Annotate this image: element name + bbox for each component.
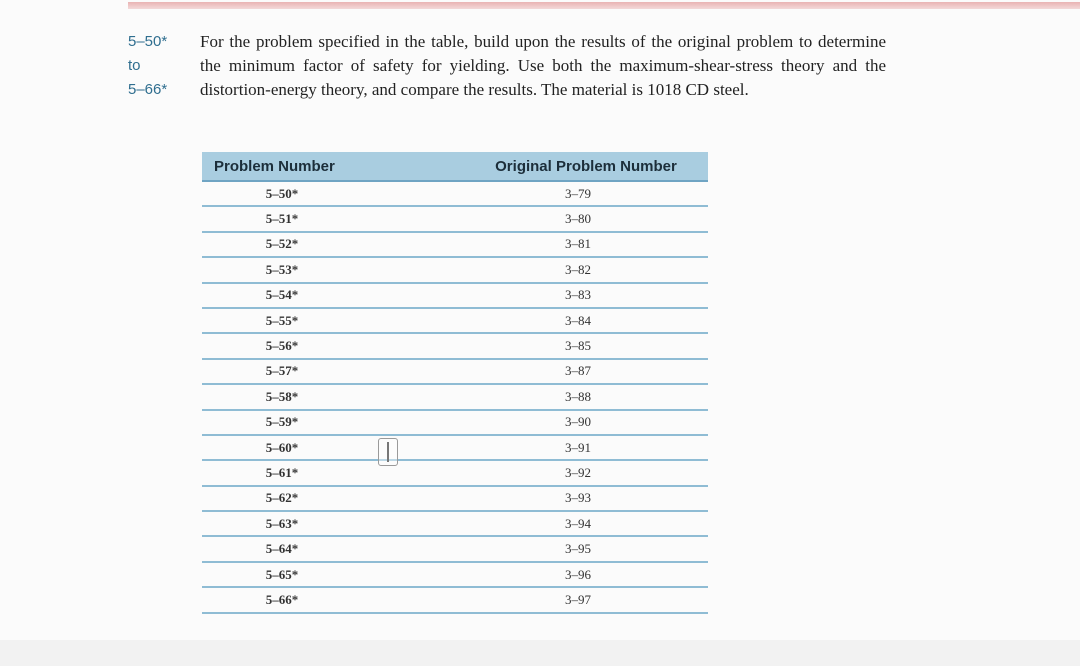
cell-original-problem-number: 3–95 xyxy=(565,541,591,557)
cell-original-problem-number: 3–96 xyxy=(565,566,591,582)
table-header xyxy=(202,152,708,182)
cell-original-problem-number: 3–90 xyxy=(565,414,591,430)
cell-problem-number: 5–61* xyxy=(265,464,299,480)
cell-problem-number: 5–53* xyxy=(265,261,299,277)
cell-problem-number: 5–66* xyxy=(265,591,299,607)
top-rule xyxy=(128,2,1080,9)
cell-problem-number: 5–65* xyxy=(265,566,299,582)
problem-text: For the problem specified in the table, build upon the results of the original problem to determine the minimum factor of safety for yielding. Use both the maximum-shear-stress theory and the distortion-energy theory, and compare the results. The material is 1018 CD steel. xyxy=(200,32,886,99)
table-row xyxy=(202,411,708,436)
cell-problem-number: 5–52* xyxy=(265,236,299,252)
cell-original-problem-number: 3–92 xyxy=(565,464,591,480)
table-row xyxy=(202,512,708,537)
cell-problem-number: 5–60* xyxy=(265,439,299,455)
problem-table xyxy=(202,152,708,614)
cell-original-problem-number: 3–87 xyxy=(565,363,591,379)
table-row xyxy=(202,588,708,613)
problem-range-to: to xyxy=(128,57,141,74)
bottom-band xyxy=(0,640,1080,666)
table-row xyxy=(202,436,708,461)
table-row xyxy=(202,537,708,562)
cell-problem-number: 5–62* xyxy=(265,490,299,506)
table-row xyxy=(202,385,708,410)
cell-problem-number: 5–50* xyxy=(265,185,299,201)
cell-problem-number: 5–51* xyxy=(265,211,299,227)
cell-problem-number: 5–64* xyxy=(265,541,299,557)
table-row xyxy=(202,334,708,359)
cell-original-problem-number: 3–91 xyxy=(565,439,591,455)
cell-problem-number: 5–55* xyxy=(265,312,299,328)
cell-problem-number: 5–59* xyxy=(265,414,299,430)
cell-original-problem-number: 3–82 xyxy=(565,261,591,277)
cell-original-problem-number: 3–81 xyxy=(565,236,591,252)
cell-original-problem-number: 3–84 xyxy=(565,312,591,328)
cell-problem-number: 5–56* xyxy=(265,338,299,354)
table-row xyxy=(202,487,708,512)
cell-original-problem-number: 3–94 xyxy=(565,515,591,531)
problem-range-start: 5–50* xyxy=(128,33,168,50)
cell-problem-number: 5–58* xyxy=(265,388,299,404)
table-row xyxy=(202,233,708,258)
cell-problem-number: 5–63* xyxy=(265,515,299,531)
cell-original-problem-number: 3–85 xyxy=(565,338,591,354)
table-row xyxy=(202,207,708,232)
problem-range-labels xyxy=(128,30,198,102)
cell-problem-number: 5–57* xyxy=(265,363,299,379)
cell-original-problem-number: 3–88 xyxy=(565,388,591,404)
table-row xyxy=(202,360,708,385)
header-problem-number: Problem Number xyxy=(214,157,335,175)
cell-original-problem-number: 3–83 xyxy=(565,287,591,303)
cell-original-problem-number: 3–93 xyxy=(565,490,591,506)
text-cursor-icon xyxy=(378,438,398,466)
table-row xyxy=(202,182,708,207)
header-original-problem-number: Original Problem Number xyxy=(495,157,677,175)
table-row xyxy=(202,461,708,486)
table-body xyxy=(202,182,708,614)
cell-original-problem-number: 3–79 xyxy=(565,185,591,201)
table-row xyxy=(202,258,708,283)
cell-problem-number: 5–54* xyxy=(265,287,299,303)
table-row xyxy=(202,284,708,309)
table-row xyxy=(202,309,708,334)
table-row xyxy=(202,563,708,588)
cell-original-problem-number: 3–97 xyxy=(565,591,591,607)
cell-original-problem-number: 3–80 xyxy=(565,211,591,227)
problem-range-end: 5–66* xyxy=(128,81,168,98)
